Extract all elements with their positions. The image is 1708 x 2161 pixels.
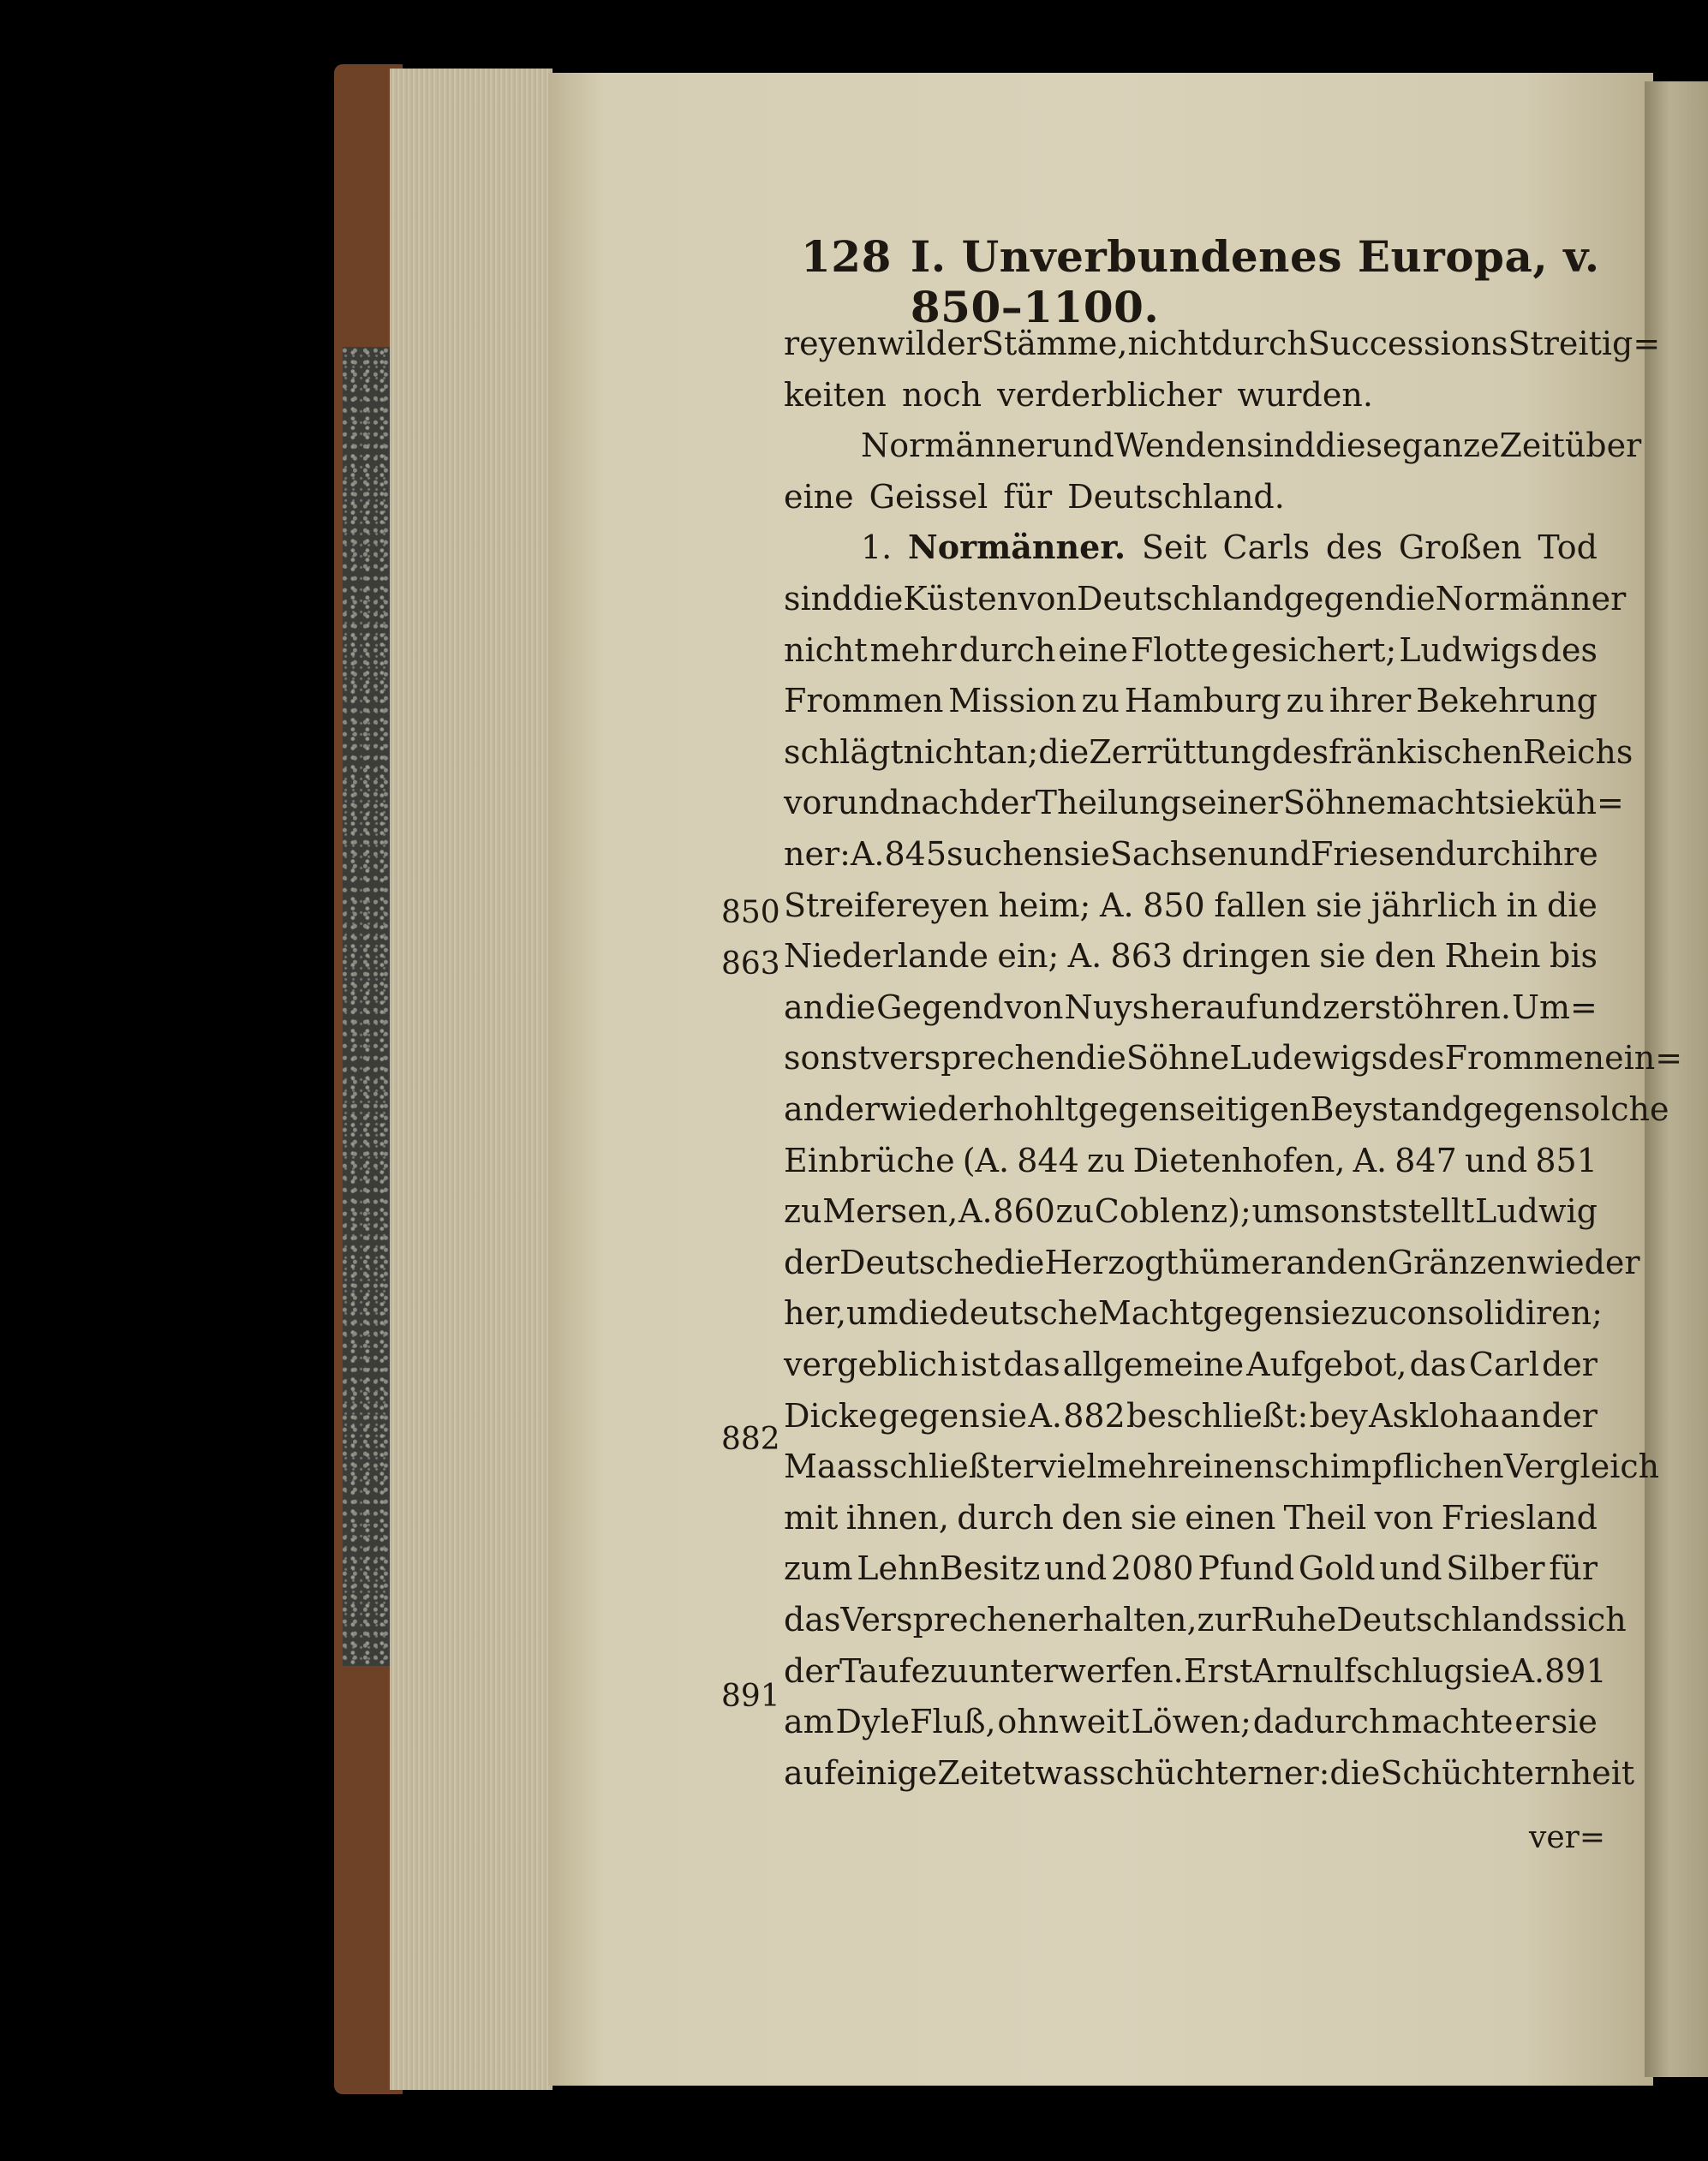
text-line: ner: A. 845 suchen sie Sachsen und Friesen durch ihre xyxy=(784,835,1598,873)
text-line: Streifereyen heim; A. 850 fallen sie jährlich in die xyxy=(784,886,1598,924)
text-line: keiten noch verderblicher wurden. xyxy=(784,375,1373,414)
margin-year: 863 xyxy=(721,946,780,982)
text-line: der Taufe zu unterwerfen. Erst Arnulf schlug sie A. 891 xyxy=(784,1651,1607,1690)
text-line: vergeblich ist das allgemeine Aufgebot, das Carl der xyxy=(784,1346,1598,1383)
text-line: mit ihnen, durch den sie einen Theil von Friesland xyxy=(784,1498,1598,1537)
text-line: reyen wilder Stämme, nicht durch SuccessionsStreitig= xyxy=(784,325,1661,362)
text-line: Niederlande ein; A. 863 dringen sie den Rhein bis xyxy=(784,937,1598,976)
page-number: 128 xyxy=(801,231,892,282)
text-line: Einbrüche (A. 844 zu Dietenhofen, A. 847 und 851 xyxy=(784,1141,1598,1179)
text-line: eine Geissel für Deutschland. xyxy=(784,477,1285,516)
text-line: der Deutsche die Herzogthümer an den Gränzen wieder xyxy=(784,1243,1640,1281)
text-line: schlägt nicht an; die Zerrüttung des fränkischen Reichs xyxy=(784,732,1633,771)
text-line: zu Mersen, A. 860 zu Coblenz); umsonst stellt Ludwig xyxy=(784,1192,1598,1231)
margin-year: 850 xyxy=(721,895,780,930)
text-line: auf einige Zeit etwas schüchterner: die Schüchternheit xyxy=(784,1753,1635,1792)
text-line: her, um die deutsche Macht gegen sie zu consolidiren; xyxy=(784,1294,1603,1333)
text-line: sind die Küsten von Deutschland gegen die Normänner xyxy=(784,580,1627,618)
text-line: am DyleFluß, ohnweit Löwen; dadurch machte er sie xyxy=(784,1703,1598,1741)
text-line: Dicke gegen sie A. 882 beschließt: bey Askloha an der xyxy=(784,1396,1598,1435)
running-head xyxy=(801,231,1606,332)
margin-year: 891 xyxy=(721,1679,780,1714)
text-line: vor und nach der Theilung seiner Söhne macht sie küh= xyxy=(784,784,1624,822)
text-line: Maas schließt er vielmehr einen schimpflichen Vergleich xyxy=(784,1448,1660,1486)
text-line: das Versprechen erhalten, zur Ruhe Deutschlands sich xyxy=(784,1601,1627,1639)
text-line: Normänner und Wenden sind diese ganze Zeit über xyxy=(861,427,1642,465)
catchword: ver= xyxy=(1529,1820,1606,1855)
text-line: Frommen Mission zu Hamburg zu ihrer Bekehrung xyxy=(784,682,1598,720)
text-line: nicht mehr durch eine Flotte gesichert; Ludwigs des xyxy=(784,630,1598,669)
text-line: an die Gegend von Nuys herauf und zerstöhren. Um= xyxy=(784,988,1598,1026)
margin-year: 882 xyxy=(721,1422,780,1457)
text-line: sonst versprechen die Söhne Ludewigs des Frommen ein= xyxy=(784,1039,1683,1078)
text-line: ander wiederhohlt gegenseitigen Beystand gegen solche xyxy=(784,1090,1669,1128)
marbled-board xyxy=(343,347,396,1666)
text-line: 1. Normänner. Seit Carls des Großen Tod xyxy=(861,528,1598,567)
running-title: I. Unverbundenes Europa, v. 850–1100. xyxy=(910,231,1600,332)
page-block-edge xyxy=(390,69,552,2090)
text-line: zum LehnBesitz und 2080 Pfund Gold und Silber für xyxy=(784,1549,1598,1588)
